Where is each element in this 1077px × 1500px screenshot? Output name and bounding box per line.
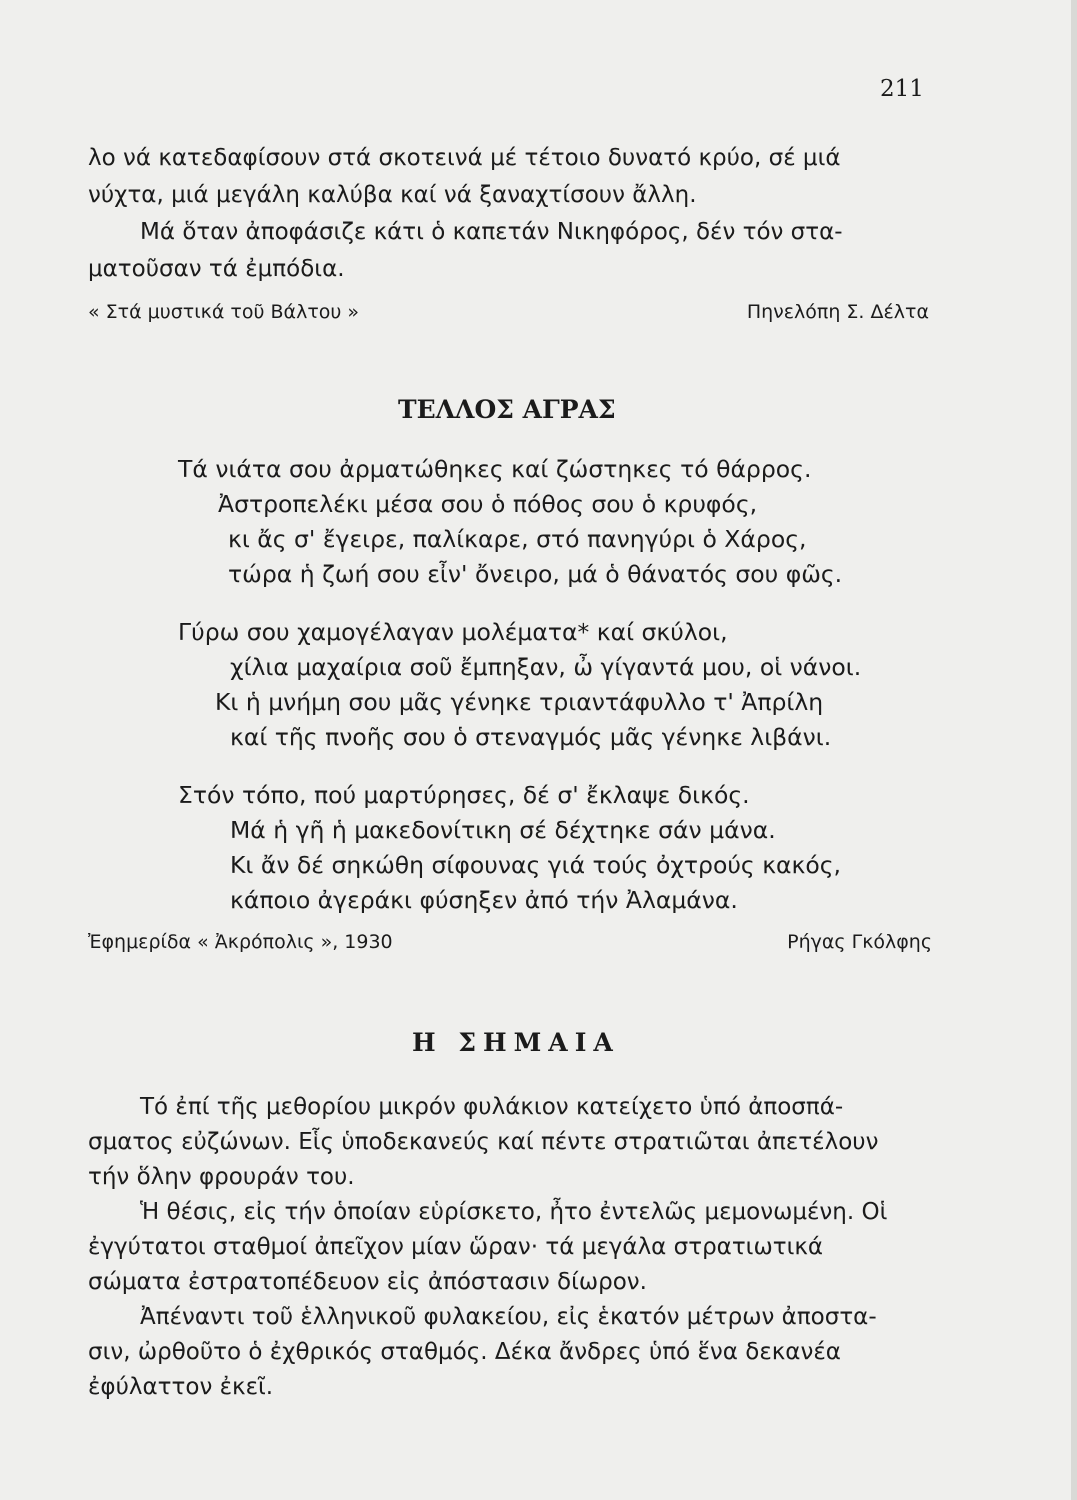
prose-line: ἐγγύτατοι σταθμοί ἀπεῖχον μίαν ὥραν· τά μεγάλα στρατιωτικά	[88, 1234, 824, 1260]
poem-line: Μά ἡ γῆ ἡ μακεδονίτικη σέ δέχτηκε σάν μάνα.	[230, 816, 776, 844]
poem-line: χίλια μαχαίρια σοῦ ἔμπηξαν, ὦ γίγαντά μου, οἱ νάνοι.	[230, 653, 862, 681]
excerpt-source: « Στά μυστικά τοῦ Βάλτου »	[88, 301, 360, 323]
prose-line: Ἡ θέσις, εἰς τήν ὁποίαν εὑρίσκετο, ἦτο ἐντελῶς μεμονωμένη. Οἱ	[140, 1199, 888, 1225]
poem-line: Τά νιάτα σου ἀρματώθηκες καί ζώστηκες τό θάρρος.	[178, 455, 812, 483]
prose-line: ματοῦσαν τά ἐμπόδια.	[88, 256, 345, 282]
prose-line: Μά ὅταν ἀποφάσιζε κάτι ὁ καπετάν Νικηφόρος, δέν τόν στα-	[140, 219, 843, 245]
prose-line: ἐφύλαττον ἐκεῖ.	[88, 1374, 274, 1400]
page-number: 211	[880, 76, 924, 102]
prose-line: σώματα ἐστρατοπέδευον εἰς ἀπόστασιν δίωρον.	[88, 1269, 647, 1295]
prose-line: λο νά κατεδαφίσουν στά σκοτεινά μέ τέτοιο δυνατό κρύο, σέ μιά	[88, 145, 841, 171]
poem-line: Γύρω σου χαμογέλαγαν μολέματα* καί σκύλοι,	[178, 618, 728, 646]
poem-line: τώρα ἡ ζωή σου εἶν' ὄνειρο, μά ὁ θάνατός σου φῶς.	[228, 560, 843, 588]
poem-line: κι ἄς σ' ἔγειρε, παλίκαρε, στό πανηγύρι ὁ Χάρος,	[228, 525, 807, 553]
poem-line: καί τῆς πνοῆς σου ὁ στεναγμός μᾶς γένηκε λιβάνι.	[230, 723, 832, 751]
poem-line: Κι ἡ μνήμη σου μᾶς γένηκε τριαντάφυλλο τ' Ἀπρίλη	[215, 688, 824, 716]
poem-line: κάποιο ἀγεράκι φύσηξεν ἀπό τήν Ἀλαμάνα.	[230, 886, 738, 914]
page-edge	[1071, 0, 1077, 1500]
poem-title: ΤΕΛΛΟΣ ΑΓΡΑΣ	[398, 395, 616, 424]
poem-source: Ἐφημερίδα « Ἀκρόπολις », 1930	[88, 931, 393, 953]
prose-line: τήν ὅλην φρουράν του.	[88, 1164, 355, 1190]
prose-line: νύχτα, μιά μεγάλη καλύβα καί νά ξαναχτίσουν ἄλλη.	[88, 182, 697, 208]
poem-line: Κι ἄν δέ σηκώθη σίφουνας γιά τούς ὀχτρούς κακός,	[230, 851, 842, 879]
prose-line: Ἀπέναντι τοῦ ἑλληνικοῦ φυλακείου, εἰς ἑκατόν μέτρων ἀποστα-	[140, 1304, 877, 1330]
excerpt-author: Πηνελόπη Σ. Δέλτα	[746, 301, 929, 323]
prose-line: σματος εὐζώνων. Εἷς ὑποδεκανεύς καί πέντε στρατιῶται ἀπετέλουν	[88, 1129, 879, 1155]
poem-line: Στόν τόπο, πού μαρτύρησες, δέ σ' ἔκλαψε δικός.	[178, 781, 750, 809]
poem-author: Ρήγας Γκόλφης	[787, 931, 932, 953]
prose-line: Τό ἐπί τῆς μεθορίου μικρόν φυλάκιον κατείχετο ὑπό ἀποσπά-	[140, 1094, 844, 1120]
poem-line: Ἀστροπελέκι μέσα σου ὁ πόθος σου ὁ κρυφός,	[218, 490, 758, 518]
story-title: Η ΣΗΜΑΙΑ	[412, 1028, 620, 1057]
prose-line: σιν, ὠρθοῦτο ὁ ἐχθρικός σταθμός. Δέκα ἄνδρες ὑπό ἕνα δεκανέα	[88, 1339, 841, 1365]
